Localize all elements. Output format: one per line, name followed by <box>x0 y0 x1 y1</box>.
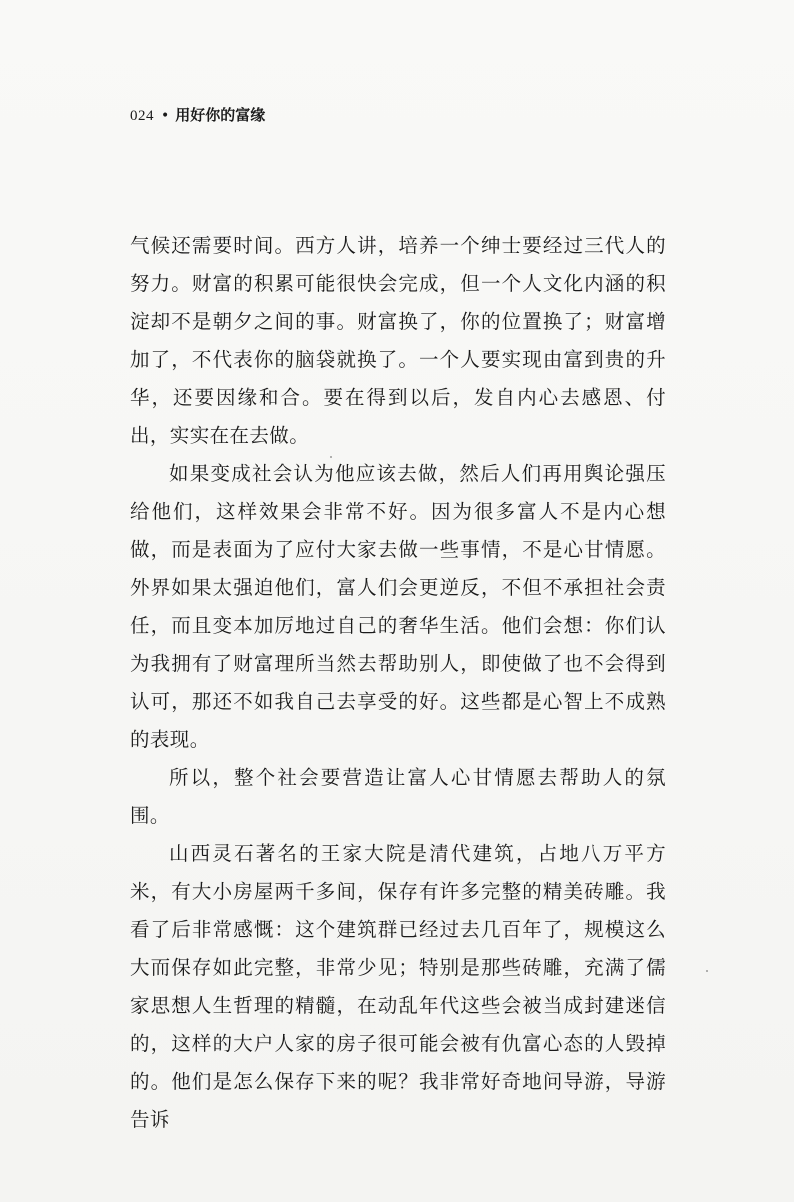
paragraph-4: 山西灵石著名的王家大院是清代建筑，占地八万平方米，有大小房屋两千多间，保存有许多完整的精美砖雕。我看了后非常感慨：这个建筑群已经过去几百年了，规模这么大而保存如此完整，非常少见；特别是那些砖雕，充满了儒家思想人生哲理的精髓，在动乱年代这些会被当成封建迷信的，这样的大户人家的房子很可能会被有仇富心态的人毁掉的。他们是怎么保存下来的呢？我非常好奇地问导游，导游告诉 <box>130 842 666 1131</box>
body-text <box>130 227 666 1139</box>
paragraph-2: 如果变成社会认为他应该去做，然后人们再用舆论强压给他们，这样效果会非常不好。因为很多富人不是内心想做，而是表面为了应付大家去做一些事情，不是心甘情愿。外界如果太强迫他们，富人们会更逆反，不但不承担社会责任，而且变本加厉地过自己的奢华生活。他们会想：你们认为我拥有了财富理所当然去帮助别人，即使做了也不会得到认可，那还不如我自己去享受的好。这些都是心智上不成熟的表现。 <box>130 462 666 751</box>
book-title: 用好你的富缘 <box>175 106 266 124</box>
paragraph-1: 气候还需要时间。西方人讲，培养一个绅士要经过三代人的努力。财富的积累可能很快会完成，但一个人文化内涵的积淀却不是朝夕之间的事。财富换了，你的位置换了；财富增加了，不代表你的脑袋就换了。一个人要实现由富到贵的升华，还要因缘和合。要在得到以后，发自内心去感恩、付出，实实在在去做。 <box>130 234 666 447</box>
bullet-separator: • <box>161 108 170 124</box>
scan-speck <box>706 970 708 972</box>
paragraph-3: 所以，整个社会要营造让富人心甘情愿去帮助人的氛围。 <box>130 766 666 827</box>
page-number: 024 <box>130 108 154 124</box>
scan-speck <box>330 456 332 458</box>
running-header <box>130 104 265 127</box>
